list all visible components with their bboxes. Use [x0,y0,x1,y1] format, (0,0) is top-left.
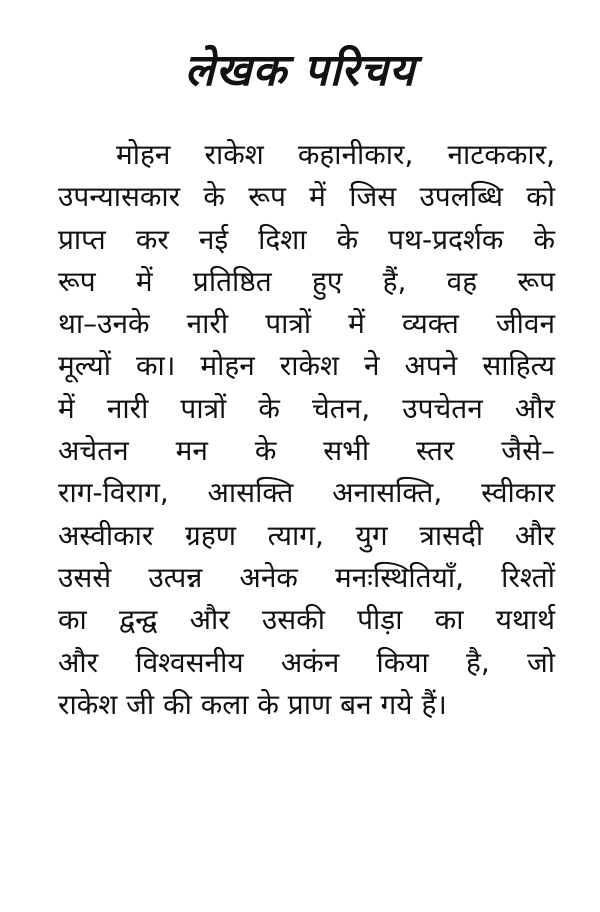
text-line: प्राप्त कर नई दिशा के पथ-प्रदर्शक के [58,222,555,256]
text-line: राग-विराग, आसक्ति अनासक्ति, स्वीकार [58,476,555,510]
text-line: का द्वन्द्व और उसकी पीड़ा का यथार्थ [58,603,555,637]
author-intro-paragraph [58,134,555,726]
text-line: मोहन राकेश कहानीकार, नाटककार, [116,138,555,171]
page-title: लेखक परिचय [184,45,416,96]
text-line: अस्वीकार ग्रहण त्याग, युग त्रासदी और [58,518,555,552]
text-line: रूप में प्रतिष्ठित हुए हैं, वह रूप [58,264,555,298]
text-line: मूल्यों का। मोहन राकेश ने अपने साहित्य [58,349,555,383]
text-line: उपन्यासकार के रूप में जिस उपलब्धि को [58,180,555,214]
text-line: राकेश जी की कला के प्राण बन गये हैं। [58,687,447,721]
text-line: और विश्वसनीय अकंन किया है, जो [58,645,555,679]
text-line: अचेतन मन के सभी स्तर जैसे– [58,434,555,468]
text-line: में नारी पात्रों के चेतन, उपचेतन और [58,391,555,425]
text-line: था–उनके नारी पात्रों में व्यक्त जीवन [58,307,555,341]
text-line: उससे उत्पन्न अनेक मनःस्थितियाँ, रिश्तों [58,560,555,594]
